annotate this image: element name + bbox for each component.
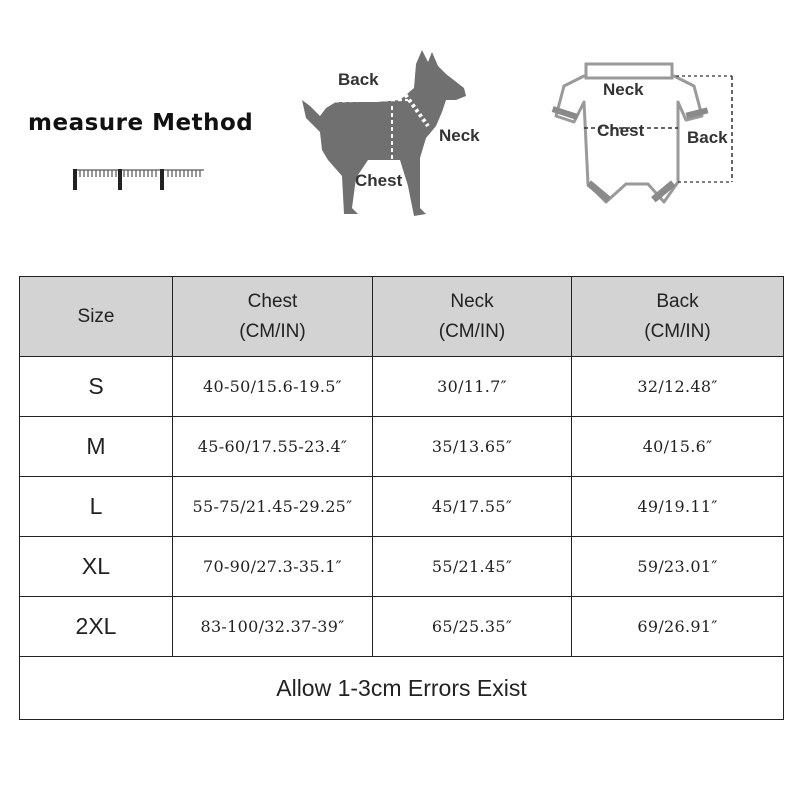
chest-cell: 55-75/21.45-29.25″ [173, 477, 373, 537]
back-cell: 69/26.91″ [572, 597, 784, 657]
neck-cell: 45/17.55″ [373, 477, 572, 537]
neck-cell: 65/25.35″ [373, 597, 572, 657]
measure-method-title: measure Method [28, 110, 254, 136]
header-neck: Neck (CM/IN) [373, 277, 572, 357]
table-row [20, 417, 784, 477]
size-chart-table [19, 276, 784, 720]
table-header-row [20, 277, 784, 357]
table-row [20, 477, 784, 537]
tape-ruler-icon [70, 164, 204, 192]
header-chest: Chest (CM/IN) [173, 277, 373, 357]
size-cell: L [20, 477, 173, 537]
size-cell: S [20, 357, 173, 417]
table-row [20, 597, 784, 657]
size-cell: XL [20, 537, 173, 597]
chest-cell: 40-50/15.6-19.5″ [173, 357, 373, 417]
neck-cell: 30/11.7″ [373, 357, 572, 417]
dog-chest-label: Chest [355, 171, 403, 190]
back-cell: 32/12.48″ [572, 357, 784, 417]
header-back: Back (CM/IN) [572, 277, 784, 357]
table-row [20, 537, 784, 597]
error-note: Allow 1-3cm Errors Exist [20, 657, 784, 720]
back-cell: 59/23.01″ [572, 537, 784, 597]
table-row [20, 357, 784, 417]
suit-neck-label: Neck [603, 80, 644, 99]
chest-cell: 45-60/17.55-23.4″ [173, 417, 373, 477]
size-cell: M [20, 417, 173, 477]
neck-cell: 35/13.65″ [373, 417, 572, 477]
suit-back-label: Back [687, 128, 728, 147]
dog-neck-label: Neck [439, 126, 480, 145]
header-size: Size [20, 277, 173, 357]
back-cell: 49/19.11″ [572, 477, 784, 537]
table-footer-row [20, 657, 784, 720]
chest-cell: 70-90/27.3-35.1″ [173, 537, 373, 597]
chest-cell: 83-100/32.37-39″ [173, 597, 373, 657]
neck-cell: 55/21.45″ [373, 537, 572, 597]
size-cell: 2XL [20, 597, 173, 657]
back-cell: 40/15.6″ [572, 417, 784, 477]
suit-chest-label: Chest [597, 121, 645, 140]
dog-back-label: Back [338, 70, 379, 89]
